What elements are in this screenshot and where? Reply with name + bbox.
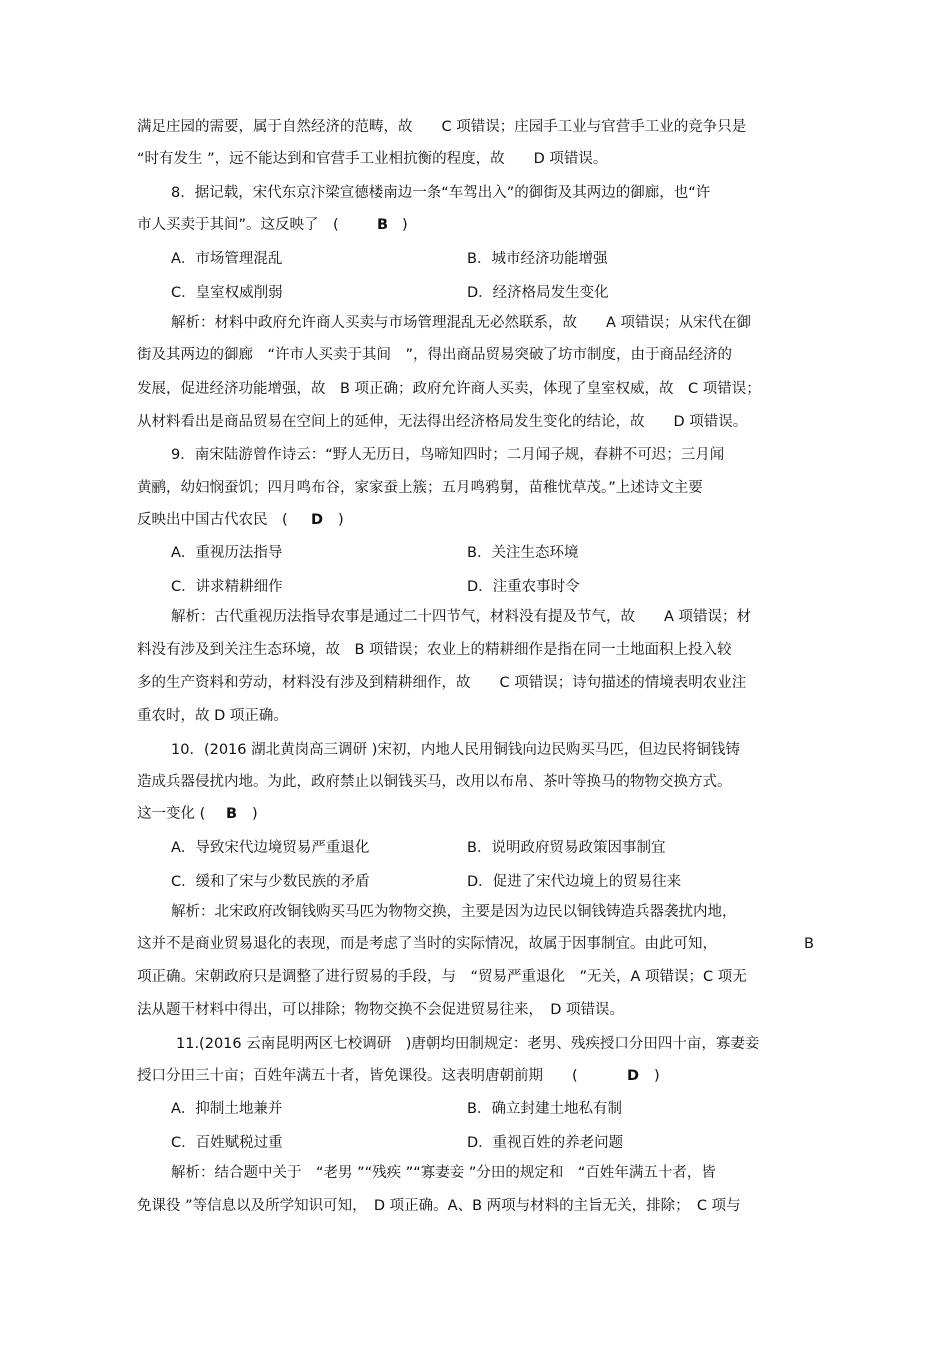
analysis-8-line: 解析：材料中政府允许商人买卖与市场管理混乱无必然联系，故 A 项错误；从宋代在御 [171, 315, 752, 331]
option-10-d: D．促进了宋代边境上的贸易往来 [467, 874, 682, 890]
analysis-10-line: 解析：北宋政府改铜钱购买马匹为物物交换，主要是因为边民以铜钱铸造兵器袭扰内地， [171, 904, 737, 920]
option-11-a: A．抑制土地兼并 [171, 1101, 283, 1117]
option-9-b: B．关注生态环境 [467, 545, 579, 561]
option-8-b: B．城市经济功能增强 [467, 251, 608, 267]
answer-9: D [311, 512, 324, 528]
analysis-10-letter: B [804, 936, 814, 952]
question-9-line-1: 9．南宋陆游曾作诗云：“野人无历日，鸟啼知四时；二月闻子规，春耕不可迟；三月闻 [171, 447, 725, 463]
answer-bracket-close: ) [402, 217, 408, 233]
answer-10: B [226, 806, 238, 822]
option-9-d: D．注重农事时令 [467, 579, 580, 595]
option-9-a: A．重视历法指导 [171, 545, 283, 561]
question-9-line-2: 黄鹂，幼妇悯蚕饥；四月鸣布谷，家家蚕上簇；五月鸣鸦舅，苗稚忧草茂。”上述诗文主要 [137, 480, 703, 496]
option-9-c: C．讲求精耕细作 [171, 579, 283, 595]
option-8-c: C．皇室权威削弱 [171, 285, 283, 301]
option-10-a: A．导致宋代边境贸易严重退化 [171, 840, 370, 856]
question-9-line-3: 反映出中国古代农民 ( [137, 512, 288, 528]
analysis-9-line: 多的生产资料和劳动，材料没有涉及到精耕细作，故 C 项错误；诗句描述的情境表明农业注 [137, 675, 747, 691]
text-line: 满足庄园的需要，属于自然经济的范畴，故 C 项错误；庄园手工业与官营手工业的竞争只是 [137, 119, 747, 135]
question-11-line-1: 11.(2016 云南昆明两区七校调研 )唐朝均田制规定：老男、残疾授口分田四十亩，寡妻妾 [176, 1036, 760, 1052]
option-8-d: D．经济格局发生变化 [467, 285, 609, 301]
answer-bracket-close: ) [654, 1068, 660, 1084]
question-11-line-2: 授口分田三十亩；百姓年满五十者，皆免课役。这表明唐朝前期 ( [137, 1068, 578, 1084]
option-11-c: C．百姓赋税过重 [171, 1135, 283, 1151]
option-11-d: D．重视百姓的养老问题 [467, 1135, 624, 1151]
analysis-11-line: 解析：结合题中关于 “老男 ”“残疾 ”“寡妻妾 ”分田的规定和 “百姓年满五十者，皆 [171, 1165, 716, 1181]
analysis-9-line: 重农时，故 D 项正确。 [137, 708, 288, 724]
text-line: “时有发生 ”，远不能达到和官营手工业相抗衡的程度，故 D 项错误。 [137, 151, 608, 167]
analysis-11-line: 免课役 ”等信息以及所学知识可知， D 项正确。A、B 两项与材料的主旨无关，排除； C 项与 [137, 1198, 741, 1214]
analysis-8-line: 街及其两边的御廊 “许市人买卖于其间 ”，得出商品贸易突破了坊市制度，由于商品经济的 [137, 347, 733, 363]
answer-8: B [377, 217, 389, 233]
question-10-line-2: 造成兵器侵扰内地。为此，政府禁止以铜钱买马，改用以布帛、茶叶等换马的物物交换方式。 [137, 774, 732, 790]
analysis-10-line: 这并不是商业贸易退化的表现，而是考虑了当时的实际情况，故属于因事制宜。由此可知， [137, 936, 717, 952]
question-10-line-1: 10．(2016 湖北黄岗高三调研 )宋初，内地人民用铜钱向边民购买马匹，但边民将铜钱铸 [171, 742, 740, 758]
option-8-a: A．市场管理混乱 [171, 251, 283, 267]
analysis-8-line: 发展，促进经济功能增强，故 B 项正确；政府允许商人买卖，体现了皇室权威，故 C 项错误； [137, 381, 761, 397]
answer-bracket-close: ) [338, 512, 344, 528]
analysis-10-line: 项正确。宋朝政府只是调整了进行贸易的手段，与 “贸易严重退化 ”无关，A 项错误；C 项无 [137, 969, 747, 985]
option-10-b: B．说明政府贸易政策因事制宜 [467, 840, 666, 856]
analysis-10-line: 法从题干材料中得出，可以排除；物物交换不会促进贸易往来， D 项错误。 [137, 1002, 625, 1018]
question-8-line-2: 市人买卖于其间”。这反映了 ( [137, 217, 339, 233]
analysis-9-line: 解析：古代重视历法指导农事是通过二十四节气，材料没有提及节气，故 A 项错误；材 [171, 609, 752, 625]
answer-11: D [627, 1068, 640, 1084]
option-10-c: C．缓和了宋与少数民族的矛盾 [171, 874, 370, 890]
question-8-line-1: 8．据记载，宋代东京汴梁宣德楼南边一条“车驾出入”的御街及其两边的御廊，也“许 [171, 185, 711, 201]
analysis-9-line: 料没有涉及到关注生态环境，故 B 项错误；农业上的精耕细作是指在同一土地面积上投入较 [137, 642, 732, 658]
option-11-b: B．确立封建土地私有制 [467, 1101, 622, 1117]
answer-bracket-close: ) [252, 806, 258, 822]
analysis-8-line: 从材料看出是商品贸易在空间上的延伸，无法得出经济格局发生变化的结论，故 D 项错误。 [137, 414, 748, 430]
question-10-line-3: 这一变化 ( [137, 806, 206, 822]
